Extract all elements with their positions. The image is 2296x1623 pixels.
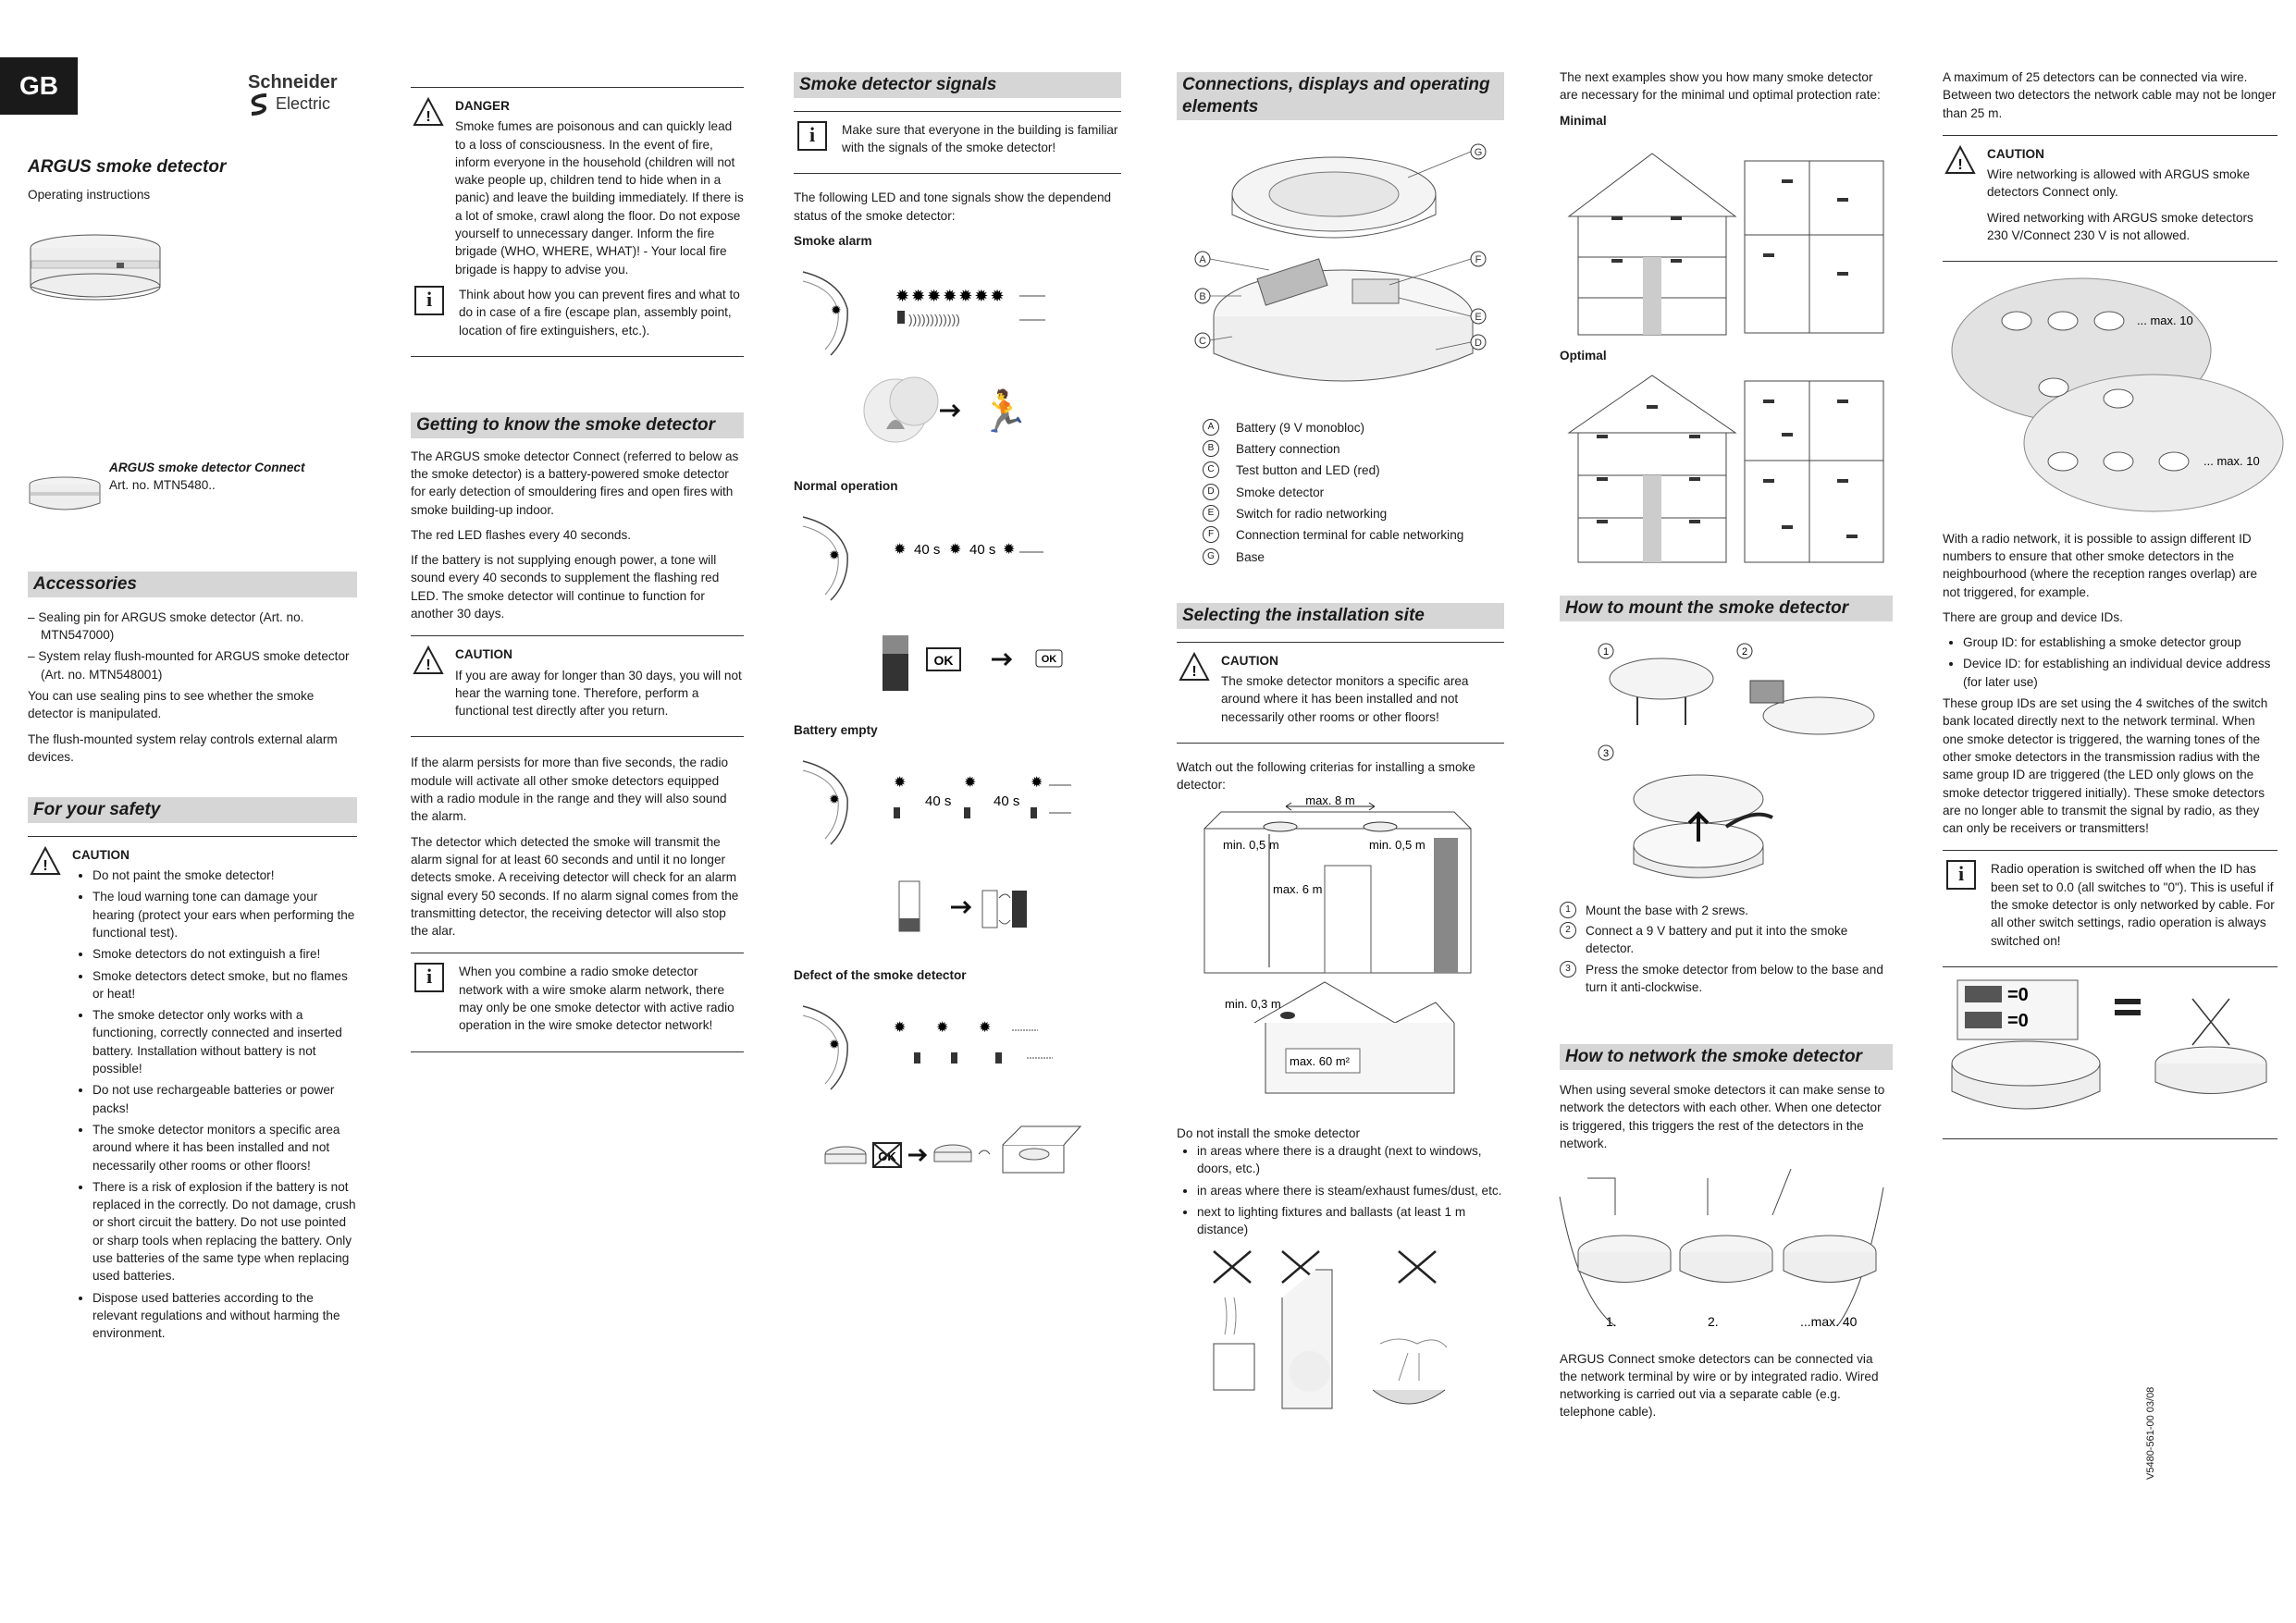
step-text: Mount the base with 2 srews. — [1586, 903, 1749, 917]
caution-label: CAUTION — [72, 847, 130, 862]
network-text-1: When using several smoke detectors it can make sense to network the detectors with each other. When one detector is triggered, this triggers the rest of the detectors in the network. — [1560, 1083, 1885, 1150]
network-heading: How to network the smoke detector — [1560, 1044, 1893, 1070]
svg-text:✹: ✹ — [894, 775, 907, 792]
svg-text:=0: =0 — [2007, 984, 2029, 1005]
svg-text:B: B — [1199, 290, 1206, 302]
svg-text:40 s: 40 s — [969, 541, 996, 558]
info-icon: i — [414, 963, 444, 992]
svg-text:)))))))))))): )))))))))))) — [908, 312, 960, 327]
danger-label: DANGER — [455, 99, 510, 113]
id-list — [1943, 633, 2277, 691]
info-icon: i — [414, 286, 444, 315]
svg-text:C: C — [1199, 335, 1206, 347]
svg-text:✹: ✹ — [964, 775, 977, 792]
site-intro: Watch out the following criterias for installing a smoke detector: — [1177, 759, 1475, 793]
svg-text:!: ! — [1957, 156, 1963, 173]
logo-mark-icon — [248, 93, 272, 116]
warning-icon — [1943, 145, 1978, 175]
svg-text:D: D — [1475, 337, 1482, 349]
svg-text:✹: ✹ — [829, 792, 840, 807]
minimal-label: Minimal — [1560, 113, 1607, 128]
svg-text:!: ! — [426, 658, 431, 674]
legend-key: C — [1203, 461, 1219, 478]
list-item: • Do not paint the smoke detector! — [93, 867, 357, 884]
logo-line-2: Electric — [276, 94, 331, 113]
step-number: 3 — [1560, 961, 1576, 977]
svg-text:A: A — [1199, 253, 1206, 265]
legend-value: Battery connection — [1236, 442, 1340, 457]
signals-heading: Smoke detector signals — [794, 72, 1121, 98]
info-icon: i — [797, 121, 827, 151]
svg-text:OK: OK — [1041, 653, 1057, 665]
optimal-label: Optimal — [1560, 349, 1607, 363]
svg-text:40 s: 40 s — [994, 793, 1020, 810]
list-item: • The loud warning tone can damage your hearing (protect your ears when performing the functional test). — [93, 888, 357, 941]
column-4 — [1177, 0, 1504, 1423]
safety-heading: For your safety — [28, 797, 357, 823]
svg-text:2: 2 — [1741, 646, 1748, 658]
warning-icon — [411, 646, 446, 675]
svg-text:✹: ✹ — [829, 547, 840, 562]
optimal-house-diagram — [1560, 368, 1893, 572]
legend-key: E — [1203, 505, 1219, 522]
legend-key: B — [1203, 440, 1219, 457]
danger-text: Smoke fumes are poisonous and can quickly lead to a loss of consciousness. In the event of fire, inform everyone in the household (children will not wake people up, children tend to hide when in a panic) and leave the building immediately. If there is a lot of smoke, crawl along the floor. Do not expose yourself to unnecessary danger. Inform the fire brigade (WHO, WHERE, WHAT)! - Your local fire brigade is happy to advise you. — [455, 119, 744, 277]
document-number: V5480-561-00 03/08 — [2145, 1386, 2156, 1480]
doc-subtitle: Operating instructions — [28, 187, 151, 202]
legend-key: G — [1203, 548, 1219, 565]
column-3 — [794, 0, 1121, 1205]
connections-heading: Connections, displays and operating elements — [1177, 72, 1504, 120]
svg-text:1: 1 — [1602, 646, 1610, 658]
svg-text:!: ! — [426, 109, 431, 125]
defect-label: Defect of the smoke detector — [794, 967, 967, 982]
accessories-list — [28, 609, 357, 683]
battery-empty-diagram — [794, 743, 1121, 955]
info-text: Make sure that everyone in the building is familiar with the signals of the smoke detector! — [842, 122, 1118, 155]
radio-id-text: With a radio network, it is possible to assign different ID numbers to ensure that other smoke detectors in the neighbourhood (where the reception ranges overlap) are not triggered, for example. — [1943, 531, 2258, 599]
minimal-house-diagram — [1560, 133, 1893, 337]
svg-text:... max. 10: ... max. 10 — [2203, 454, 2260, 469]
list-item: • next to lighting fixtures and ballasts (at least 1 m distance) — [1197, 1203, 1504, 1239]
donot-list — [1177, 1142, 1504, 1238]
list-item: – Sealing pin for ARGUS smoke detector (Art. no. MTN547000) — [28, 609, 304, 643]
network-diagram — [1560, 1160, 1893, 1335]
mount-diagram — [1560, 633, 1893, 891]
legend-key: F — [1203, 526, 1219, 543]
svg-text:✹: ✹ — [831, 302, 842, 318]
caution-text-2: Wired networking with ARGUS smoke detectors 230 V/Connect 230 V is not allowed. — [1987, 210, 2253, 243]
svg-text:✹: ✹ — [894, 1020, 907, 1037]
mount-heading: How to mount the smoke detector — [1560, 596, 1893, 621]
list-item: • The smoke detector only works with a functioning, correctly connected and inserted battery. Installation without battery is not possible! — [93, 1006, 357, 1077]
group-id-text: These group IDs are set using the 4 switches of the switch bank located directly next to the network terminal. When one smoke detector is triggered, the warning tones of the other smoke detectors in the transmission radius with the same group ID are triggered (the LED only glows on the smoke detector triggered initially). These smoke detectors are no longer able to transmit the signal by radio, as they can only be receivers or transmitters! — [1943, 696, 2268, 836]
svg-text:!: ! — [43, 857, 48, 874]
normal-operation-diagram — [794, 498, 1121, 711]
svg-text:✹: ✹ — [936, 1020, 949, 1037]
step-text: Connect a 9 V battery and put it into the smoke detector. — [1586, 924, 1848, 956]
product-art-no: Art. no. MTN5480.. — [109, 478, 216, 493]
site-heading: Selecting the installation site — [1177, 603, 1504, 629]
donot-label: Do not install the smoke detector — [1177, 1125, 1360, 1140]
svg-text:2.: 2. — [1708, 1314, 1719, 1330]
svg-text:min. 0,5 m: min. 0,5 m — [1223, 838, 1279, 853]
step-number: 2 — [1560, 922, 1576, 939]
svg-text:✹: ✹ — [829, 1037, 840, 1052]
list-item: • Smoke detectors detect smoke, but no flames or heat! — [93, 967, 357, 1003]
list-item: • Smoke detectors do not extinguish a fire! — [93, 945, 357, 963]
list-item: – System relay flush-mounted for ARGUS smoke detector (Art. no. MTN548001) — [28, 649, 350, 682]
svg-text:✹✹✹✹✹✹✹: ✹✹✹✹✹✹✹ — [895, 287, 1006, 306]
svg-text:... max. 10: ... max. 10 — [2137, 314, 2193, 328]
svg-text:✹: ✹ — [979, 1020, 992, 1037]
caution-text: If you are away for longer than 30 days, you will not hear the warning tone. Therefore, perform a functional test directly after you return. — [455, 668, 742, 719]
caution-label: CAUTION — [1987, 146, 2044, 161]
know-text-1: The ARGUS smoke detector Connect (referred to below as the smoke detector) is a battery-powered smoke detector for early detection of smouldering fires and open fires with smoke building-up indoor. — [411, 449, 739, 517]
legend-value: Base — [1236, 549, 1265, 564]
list-item: • Dispose used batteries according to the relevant regulations and without harming the environment. — [93, 1289, 357, 1343]
radio-text-1: If the alarm persists for more than five seconds, the radio module will activate all other smoke detectors equipped with a radio module in the range and they will also sound the alarm. — [411, 756, 729, 824]
svg-text:✹: ✹ — [1031, 775, 1043, 792]
network-text-2: ARGUS Connect smoke detectors can be connected via the network terminal by wire or by integrated radio. Wired networking is carried out via a separate cable (e.g. telephone cable). — [1560, 1351, 1879, 1420]
accessories-text-2: The flush-mounted system relay controls external alarm devices. — [28, 732, 338, 764]
list-item: • There is a risk of explosion if the battery is not replaced in the correctly. Do not damage, crush or short circuit the battery. Do not use pointed or sharp tools when replacing the battery. Only use batteries of the same type when replacing used batteries. — [93, 1178, 357, 1285]
svg-text:OK: OK — [933, 652, 954, 668]
step-text: Press the smoke detector from below to the base and turn it anti-clockwise. — [1586, 962, 1883, 995]
list-item: • Do not use rechargeable batteries or power packs! — [93, 1081, 357, 1117]
caution-label: CAUTION — [455, 647, 512, 662]
column-2 — [411, 0, 744, 1052]
svg-text:G: G — [1474, 146, 1483, 158]
schneider-logo — [248, 72, 359, 118]
info-text: When you combine a radio smoke detector network with a wire smoke alarm network, there may only be one smoke detector with active radio operation in the wire smoke detector network! — [459, 965, 734, 1033]
smoke-alarm-diagram — [794, 253, 1121, 466]
info-text: Think about how you can prevent fires and what to do in case of a fire (escape plan, assembly point, location of fire extinguishers, etc.). — [459, 287, 740, 338]
legend-key: D — [1203, 484, 1219, 500]
step-number: 1 — [1560, 902, 1576, 918]
list-item: • Device ID: for establishing an individual device address (for later use) — [1963, 655, 2277, 691]
svg-text:max. 6 m: max. 6 m — [1273, 882, 1323, 897]
info-text: Radio operation is switched off when the ID has been set to 0.0 (all switches to "0"). This is useful if the smoke detector is only networked by cable. For all other switch settings, radio operation is always switched on! — [1991, 862, 2275, 948]
know-text-3: If the battery is not supplying enough power, a tone will sound every 40 seconds to supplement the flashing red LED. The smoke detector will continue to function for another 30 days. — [411, 553, 720, 621]
legend-value: Connection terminal for cable networking — [1236, 528, 1464, 543]
smoke-detector-image — [26, 229, 165, 313]
column-5 — [1560, 0, 1893, 1429]
radio-groups-diagram — [1943, 277, 2277, 517]
know-heading: Getting to know the smoke detector — [411, 412, 744, 438]
safety-list — [72, 867, 357, 1342]
legend-value: Switch for radio networking — [1236, 506, 1388, 521]
svg-text:...max. 40: ...max. 40 — [1800, 1314, 1858, 1330]
product-name: ARGUS smoke detector Connect — [109, 461, 305, 474]
svg-text:3: 3 — [1602, 747, 1610, 759]
list-item: • in areas where there is steam/exhaust fumes/dust, etc. — [1197, 1182, 1504, 1199]
signals-intro: The following LED and tone signals show the dependend status of the smoke detector: — [794, 191, 1112, 223]
detector-exploded-diagram — [1177, 131, 1504, 409]
list-item: • in areas where there is a draught (next to windows, doors, etc.) — [1197, 1142, 1504, 1178]
legend-value: Battery (9 V monobloc) — [1236, 420, 1365, 435]
list-item: • Group ID: for establishing a smoke detector group — [1963, 633, 2277, 651]
svg-text:✹: ✹ — [894, 541, 907, 558]
svg-text:min. 0,5 m: min. 0,5 m — [1369, 838, 1426, 853]
svg-text:E: E — [1475, 311, 1482, 323]
bad-locations-diagram — [1177, 1242, 1504, 1418]
language-tab: GB — [0, 57, 78, 115]
battery-empty-label: Battery empty — [794, 723, 878, 738]
caution-text: The smoke detector monitors a specific area around where it has been installed and not necessarily other rooms or other floors! — [1221, 673, 1469, 724]
smoke-alarm-label: Smoke alarm — [794, 233, 872, 248]
switch-settings-diagram — [1943, 971, 2277, 1128]
list-item: • The smoke detector monitors a specific area around where it has been installed and not necessarily other rooms or other floors! — [93, 1121, 357, 1174]
svg-text:max. 8 m: max. 8 m — [1305, 793, 1355, 808]
smoke-detector-connect-image — [26, 472, 104, 518]
accessories-text-1: You can use sealing pins to see whether the smoke detector is manipulated. — [28, 688, 315, 721]
id-types-text: There are group and device IDs. — [1943, 609, 2123, 624]
svg-text:✹: ✹ — [1003, 541, 1016, 558]
svg-text:40 s: 40 s — [914, 541, 941, 558]
column-6 — [1943, 0, 2277, 1480]
normal-operation-label: Normal operation — [794, 478, 898, 493]
caution-label: CAUTION — [1221, 653, 1278, 668]
defect-diagram — [794, 988, 1121, 1200]
caution-text-1: Wire networking is allowed with ARGUS smoke detectors Connect only. — [1987, 167, 2251, 200]
wire-text: A maximum of 25 detectors can be connected via wire. Between two detectors the network cable may not be longer than 25 m. — [1943, 70, 2277, 120]
svg-text:OK: OK — [878, 1150, 896, 1164]
installation-room-diagram — [1177, 793, 1504, 1115]
running-person-icon: 🏃 — [979, 389, 1030, 436]
svg-text:✹: ✹ — [949, 541, 962, 558]
mount-steps — [1560, 902, 1893, 996]
svg-text:F: F — [1475, 253, 1482, 265]
legend-value: Test button and LED (red) — [1236, 463, 1380, 478]
info-icon: i — [1946, 860, 1976, 890]
svg-text:40 s: 40 s — [925, 793, 952, 810]
know-text-2: The red LED flashes every 40 seconds. — [411, 527, 632, 542]
protection-intro: The next examples show you how many smoke detector are necessary for the minimal und optimal protection rate: — [1560, 70, 1881, 103]
logo-line-1: Schneider — [248, 72, 338, 92]
svg-text:min. 0,3 m: min. 0,3 m — [1225, 997, 1281, 1012]
warning-icon — [411, 97, 446, 127]
svg-text:!: ! — [1191, 663, 1197, 680]
svg-text:max. 60 m²: max. 60 m² — [1290, 1054, 1351, 1069]
accessories-heading: Accessories — [28, 572, 357, 597]
legend-value: Smoke detector — [1236, 485, 1325, 499]
radio-text-2: The detector which detected the smoke will transmit the alarm signal for at least 60 seconds and until it no longer detects smoke. A receiving detector will check for an alarm signal every 50 seconds. If no alarm signal comes from the transmitting detector, the receiving detector will also stop the alar. — [411, 834, 739, 939]
svg-text:1.: 1. — [1606, 1314, 1617, 1330]
element-legend — [1203, 419, 1504, 566]
svg-text:=0: =0 — [2007, 1010, 2029, 1031]
warning-icon — [1177, 652, 1212, 682]
warning-icon — [28, 846, 63, 876]
legend-key: A — [1203, 419, 1219, 436]
doc-title: ARGUS smoke detector — [28, 157, 227, 177]
